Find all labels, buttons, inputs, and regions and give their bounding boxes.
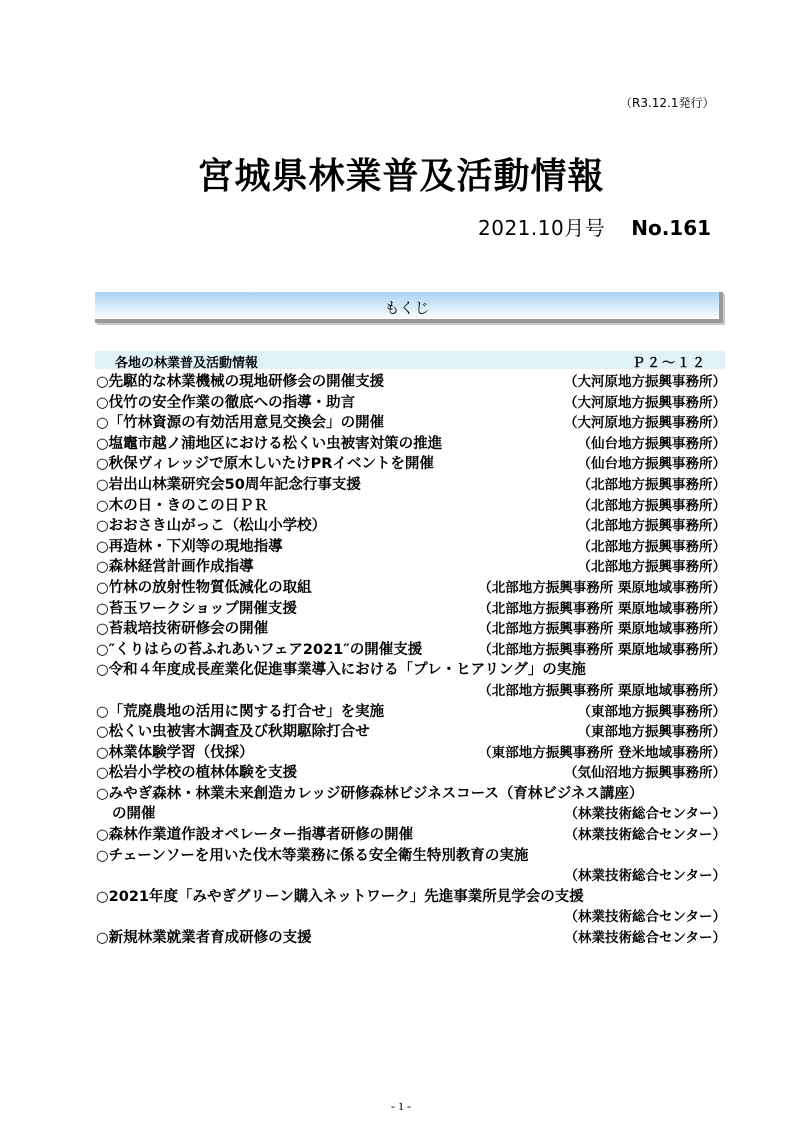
toc-entry xyxy=(96,640,726,661)
toc-entry-title: ○再造林・下刈等の現地指導 xyxy=(96,538,283,555)
toc-entry xyxy=(96,496,726,517)
toc-entry-office: （北部地方振興事務所 栗原地域事務所） xyxy=(478,621,726,638)
section-pages: Ｐ２～１２ xyxy=(631,356,707,371)
toc-entry xyxy=(96,413,726,434)
issue-number: No.161 xyxy=(631,216,712,240)
toc-entry xyxy=(96,804,726,825)
toc-entry-title: ○苔栽培技術研修会の開催 xyxy=(96,621,269,638)
toc-entry-office: （北部地方振興事務所） xyxy=(577,518,726,535)
issue-line xyxy=(478,212,711,241)
toc-entry xyxy=(96,763,726,784)
toc-entry xyxy=(96,599,726,620)
toc-entry-office: （北部地方振興事務所） xyxy=(577,538,726,555)
toc-entry-office: （大河原地方振興事務所） xyxy=(564,415,726,432)
toc-entry-title: ○松くい虫被害木調査及び秋期駆除打合せ xyxy=(96,724,370,741)
toc-entry-office: （仙台地方振興事務所） xyxy=(577,456,726,473)
toc-entry-office: （林業技術総合センター） xyxy=(564,909,726,926)
section-title: 各地の林業普及活動情報 xyxy=(115,356,259,371)
toc-entry-title: ○先駆的な林業機械の現地研修会の開催支援 xyxy=(96,374,385,390)
toc-entry-title: ○木の日・きのこの日ＰＲ xyxy=(96,497,269,514)
toc-entry-office: （北部地方振興事務所） xyxy=(577,497,726,514)
toc-entry-title: ○林業体験学習（伐採） xyxy=(96,744,254,761)
toc-entry-title: ○竹林の放射性物質低減化の取組 xyxy=(96,579,312,596)
toc-entry-office: （東部地方振興事務所） xyxy=(577,703,726,720)
toc-heading-bar xyxy=(95,292,723,323)
issue-date: （R3.12.1発行） xyxy=(620,96,715,110)
toc-entry xyxy=(96,846,726,867)
toc-heading: もくじ xyxy=(384,299,430,317)
toc-entry-office: （北部地方振興事務所） xyxy=(577,476,726,493)
toc-entry-office: （林業技術総合センター） xyxy=(564,806,726,823)
toc-entry-office: （東部地方振興事務所） xyxy=(577,724,726,741)
toc-entry-title: ○森林作業道作設オペレーター指導者研修の開催 xyxy=(96,827,414,844)
page-number: - 1 - xyxy=(391,1099,411,1113)
toc-entry-title: ○令和４年度成長産業化促進事業導入における「プレ・ヒアリング」の実施 xyxy=(96,662,586,679)
toc-entry xyxy=(96,619,726,640)
toc-entry-title: ○″くりはらの苔ふれあいフェア2021″の開催支援 xyxy=(96,641,423,658)
toc-entry xyxy=(96,454,726,475)
toc-entry xyxy=(96,660,726,681)
toc-entry-title: ○「竹林資源の有効活用意見交換会」の開催 xyxy=(96,415,385,432)
toc-entry-title: ○「荒廃農地の活用に関する打合せ」を実施 xyxy=(96,703,385,720)
section-header xyxy=(95,351,725,369)
toc-entry xyxy=(96,825,726,846)
toc-entry-office: （気仙沼地方振興事務所） xyxy=(564,765,726,782)
toc-entry-title: ○秋保ヴィレッジで原木しいたけPRイベントを開催 xyxy=(96,456,434,473)
toc-entry-office: （大河原地方振興事務所） xyxy=(564,374,726,390)
toc-entry-office: （北部地方振興事務所 栗原地域事務所） xyxy=(478,600,726,617)
toc-entry-office: （林業技術総合センター） xyxy=(564,827,726,844)
toc-entry xyxy=(96,578,726,599)
toc-entry-office: （林業技術総合センター） xyxy=(564,930,726,947)
toc-entry-title: ○苔玉ワークショップ開催支援 xyxy=(96,600,297,617)
toc-entry xyxy=(96,887,726,908)
issue-month: 2021.10月号 xyxy=(478,216,606,240)
toc-entry-title: ○岩出山林業研究会50周年記念行事支援 xyxy=(96,476,361,493)
toc-entry-title: の開催 xyxy=(112,806,156,823)
toc-entry xyxy=(96,475,726,496)
toc-entry xyxy=(96,557,726,578)
toc-entry-office: （東部地方振興事務所 登米地域事務所） xyxy=(478,744,726,761)
toc-entry xyxy=(96,372,726,393)
toc-entry xyxy=(96,928,726,949)
toc-entry xyxy=(96,434,726,455)
toc-entry xyxy=(96,784,726,805)
toc-entry-title: ○伐竹の安全作業の徹底への指導・助言 xyxy=(96,394,356,411)
toc-entry xyxy=(96,516,726,537)
page-title: 宮城県林業普及活動情報 xyxy=(197,156,605,197)
toc-entry-office: （北部地方振興事務所 栗原地域事務所） xyxy=(478,641,726,658)
toc-entry xyxy=(96,722,726,743)
toc-entry xyxy=(96,866,726,887)
toc-entry-title: ○おおさき山がっこ（松山小学校） xyxy=(96,518,327,535)
toc-entry-office: （北部地方振興事務所 栗原地域事務所） xyxy=(478,579,726,596)
toc-entry xyxy=(96,393,726,414)
toc-entry xyxy=(96,743,726,764)
toc-entry-title: ○新規林業就業者育成研修の支援 xyxy=(96,930,312,947)
toc-entry-office: （北部地方振興事務所） xyxy=(577,559,726,576)
toc-list xyxy=(96,372,726,949)
toc-entry-office: （林業技術総合センター） xyxy=(564,868,726,885)
toc-entry-title: ○森林経営計画作成指導 xyxy=(96,559,254,576)
toc-entry xyxy=(96,537,726,558)
toc-entry-office: （大河原地方振興事務所） xyxy=(564,394,726,411)
toc-entry xyxy=(96,907,726,928)
toc-entry-title: ○塩竈市越ノ浦地区における松くい虫被害対策の推進 xyxy=(96,435,443,452)
toc-entry-title: ○松岩小学校の植林体験を支援 xyxy=(96,765,298,782)
toc-entry-title: ○2021年度「みやぎグリーン購入ネットワーク」先進事業所見学会の支援 xyxy=(96,888,584,905)
toc-entry-title: ○みやぎ森林・林業未来創造カレッジ研修森林ビジネスコース（育林ビジネス講座） xyxy=(96,785,644,802)
toc-entry xyxy=(96,702,726,723)
toc-entry-office: （北部地方振興事務所 栗原地域事務所） xyxy=(478,682,726,699)
toc-entry-office: （仙台地方振興事務所） xyxy=(577,435,726,452)
toc-entry xyxy=(96,681,726,702)
toc-entry-title: ○チェーンソーを用いた伐木等業務に係る安全衛生特別教育の実施 xyxy=(96,847,529,864)
